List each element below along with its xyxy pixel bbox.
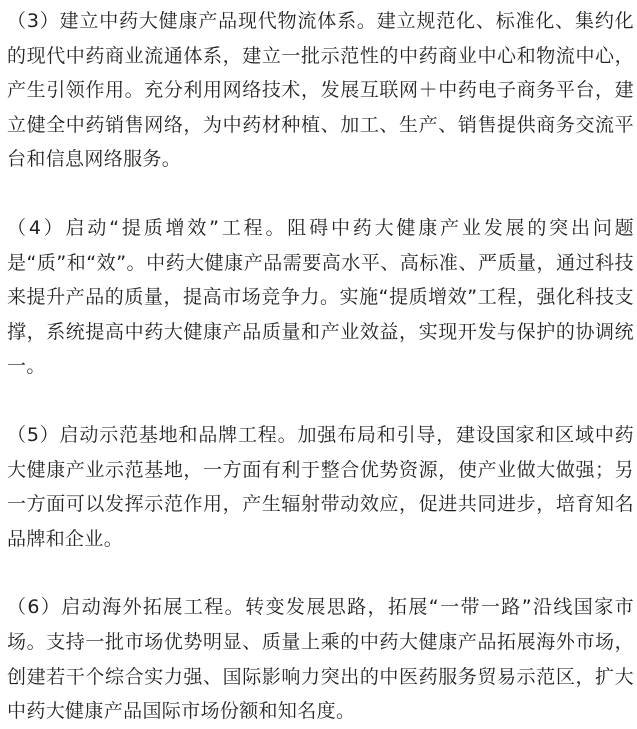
paragraph-logistics-system: （3）建立中药大健康产品现代物流体系。建立规范化、标准化、集约化的现代中药商业流通体系，建立一批示范性的中药商业中心和物流中心，产生引领作用。充分利用网络技术，发展互联网＋中药电子商务平台，建立健全中药销售网络，为中药材种植、加工、生产、销售提供商务交流平台和信息网络服务。: [7, 10, 634, 171]
paragraph-overseas-expansion-project: （6）启动海外拓展工程。转变发展思路，拓展“一带一路”沿线国家市场。支持一批市场优势明显、质量上乘的中药大健康产品拓展海外市场，创建若干个综合实力强、国际影响力突出的中医药服务贸易示范区，扩大中药大健康产品国际市场份额和知名度。: [7, 596, 634, 723]
paragraph-demonstration-brand-project: （5）启动示范基地和品牌工程。加强布局和引导，建设国家和区域中药大健康产业示范基地，一方面有利于整合优势资源，使产业做大做强；另一方面可以发挥示范作用，产生辐射带动效应，促进共同进步，培育知名品牌和企业。: [7, 423, 634, 550]
paragraph-quality-efficiency-project: （4）启动“提质增效”工程。阻碍中药大健康产业发展的突出问题是“质”和“效”。中药大健康产品需要高水平、高标准、严质量，通过科技来提升产品的质量，提高市场竞争力。实施“提质增效”工程，强化科技支撑，系统提高中药大健康产品质量和产业效益，实现开发与保护的协调统一。: [7, 216, 634, 378]
